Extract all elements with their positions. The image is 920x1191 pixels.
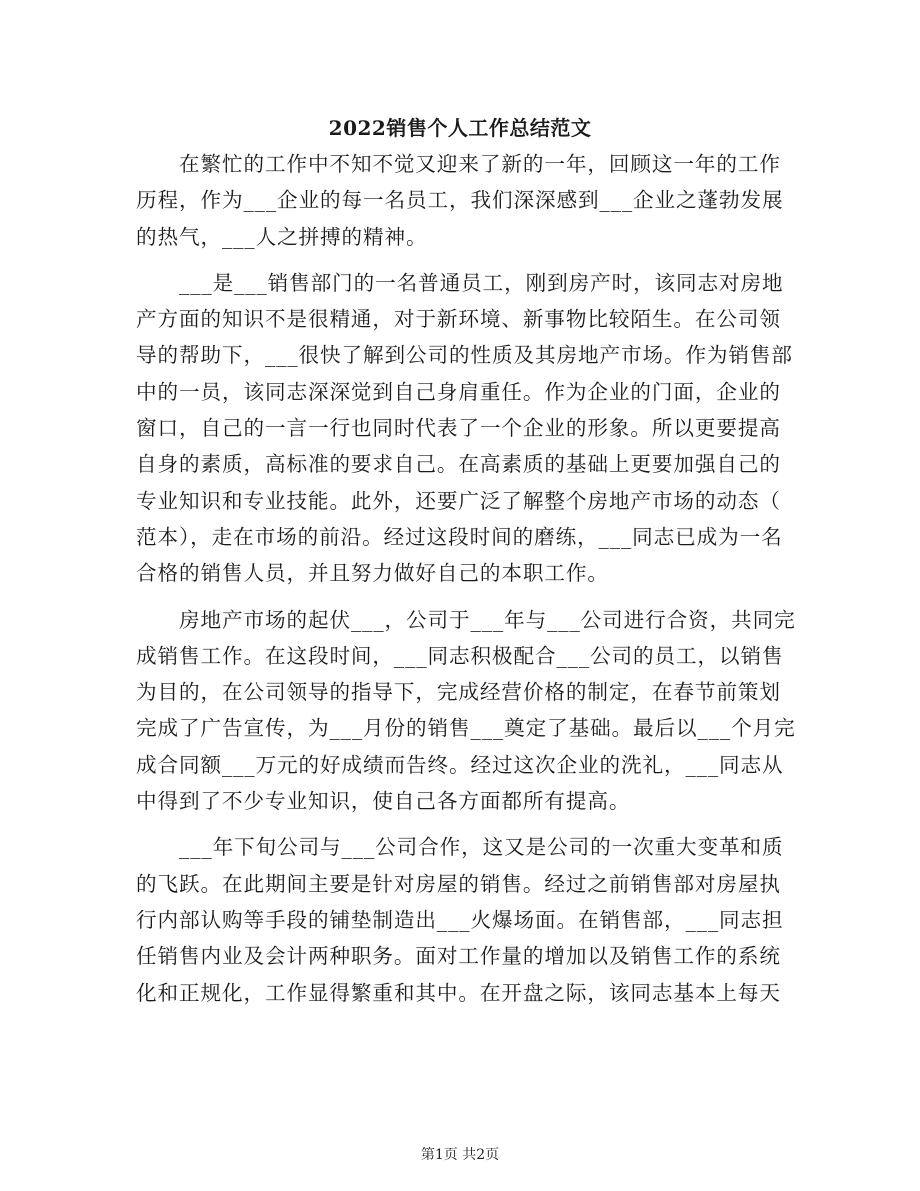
text-line: 合格的销售人员，并且努力做好自己的本职工作。 — [136, 561, 609, 586]
text-line: 房地产市场的起伏___，公司于___年与___公司进行合资，共同完 — [179, 607, 796, 632]
text-line: 为目的，在公司领导的指导下，完成经营价格的制定，在春节前策划 — [136, 680, 781, 705]
text-line: 成销售工作。在这段时间，___同志积极配合___公司的员工，以销售 — [136, 643, 784, 668]
text-line: 化和正规化，工作显得繁重和其中。在开盘之际，该同志基本上每天 — [136, 980, 781, 1005]
text-line: 任销售内业及会计两种职务。面对工作量的增加以及销售工作的系统 — [136, 944, 781, 969]
text-line: 自身的素质，高标准的要求自己。在高素质的基础上更要加强自己的 — [136, 452, 781, 477]
document-title: 2022销售个人工作总结范文 — [328, 116, 592, 140]
text-line: 完成了广告宣传，为___月份的销售___奠定了基础。最后以___个月完 — [136, 716, 796, 741]
text-line: ___年下旬公司与___公司合作，这又是公司的一次重大变革和质 — [179, 835, 784, 860]
text-line: 中得到了不少专业知识，使自己各方面都所有提高。 — [136, 789, 631, 814]
text-line: 范本），走在市场的前沿。经过这段时间的磨练，___同志已成为一名 — [136, 524, 783, 549]
text-line: 产方面的知识不是很精通，对于新环境、新事物比较陌生。在公司领 — [136, 307, 781, 332]
paragraph-4 — [136, 829, 784, 1010]
text-line: 的热气，___人之拼搏的精神。 — [136, 224, 428, 249]
text-line: 行内部认购等手段的铺垫制造出___火爆场面。在销售部，___同志担 — [136, 907, 784, 932]
page-footer: 第1页 共2页 — [420, 1147, 500, 1163]
text-line: 中的一员，该同志深深觉到自己身肩重任。作为企业的门面，企业的 — [136, 379, 781, 404]
text-line: 专业知识和专业技能。此外，还要广泛了解整个房地产市场的动态（ — [136, 488, 781, 513]
paragraph-1 — [136, 146, 784, 255]
text-line: 历程，作为___企业的每一名员工，我们深深感到___企业之蓬勃发展 — [136, 188, 784, 213]
document-body — [136, 146, 796, 1021]
text-line: ___是___销售部门的一名普通员工，刚到房产时，该同志对房地 — [179, 270, 784, 295]
text-line: 的飞跃。在此期间主要是针对房屋的销售。经过之前销售部对房屋执 — [136, 871, 781, 896]
paragraph-2 — [136, 265, 793, 592]
paragraph-3 — [136, 602, 796, 820]
text-line: 成合同额___万元的好成绩而告终。经过这次企业的洗礼，___同志从 — [136, 752, 784, 777]
text-line: 在繁忙的工作中不知不觉又迎来了新的一年，回顾这一年的工作 — [179, 152, 781, 176]
text-line: 导的帮助下，___很快了解到公司的性质及其房地产市场。作为销售部 — [136, 343, 793, 368]
text-line: 窗口，自己的一言一行也同时代表了一个企业的形象。所以更要提高 — [136, 416, 781, 441]
